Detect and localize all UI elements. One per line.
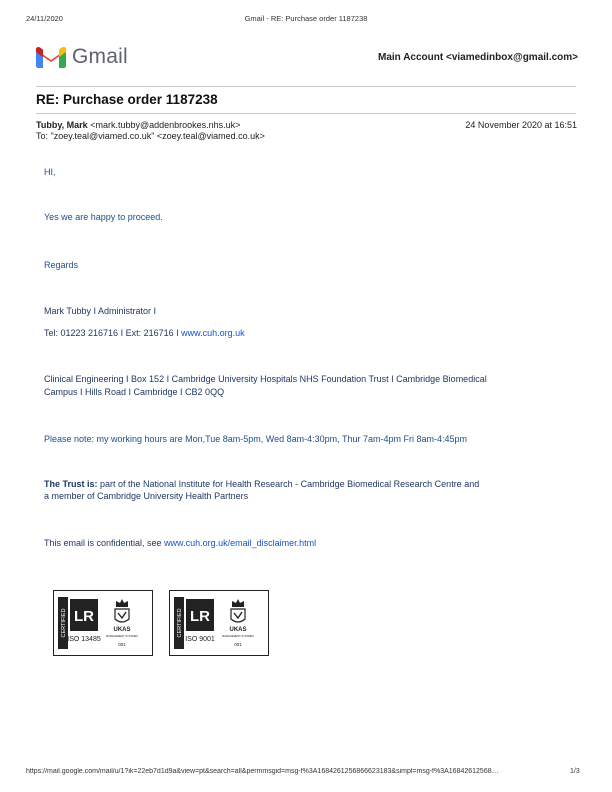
subject-divider (36, 113, 576, 114)
certificate-iso-9001 (169, 590, 269, 656)
working-hours: Please note: my working hours are Mon,Tue 8am-5pm, Wed 8am-4:30pm, Thur 7am-4pm Fri 8am-4:45pm (44, 434, 468, 444)
trust-label: The Trust is: (44, 479, 98, 489)
confidentiality-notice (44, 537, 316, 550)
signature-contact (44, 327, 245, 340)
signature-name: Mark Tubby I Administrator I (44, 306, 157, 316)
certificate-badge-icon (54, 591, 152, 655)
body-line: Yes we are happy to proceed. (44, 212, 163, 222)
department-line-2: Campus I Hills Road I Cambridge I CB2 0QQ (44, 387, 225, 397)
cert-lr-mark: LR (74, 608, 94, 625)
trust-statement (44, 478, 479, 491)
print-url: https://mail.google.com/mail/u/1?ik=22eb7d1d9a&view=pt&search=all&permmsgid=msg-f%3A1684261256866623183&simpl=msg-f%3A16842612568… (26, 768, 499, 775)
cert-certified-text: CERTIFIED (177, 608, 183, 638)
disclaimer-link[interactable]: www.cuh.org.uk/email_disclaimer.html (164, 538, 317, 548)
trust-text: part of the National Institute for Health Research - Cambridge Biomedical Research Centre and (97, 479, 480, 489)
cert-number: 001 (118, 642, 126, 647)
department-line-1: Clinical Engineering I Box 152 I Cambridge University Hospitals NHS Foundation Trust I Cambridge Biomedical (44, 374, 487, 384)
page-number: 1/3 (570, 768, 580, 775)
cert-ukas: UKAS (113, 627, 131, 633)
website-link[interactable]: www.cuh.org.uk (181, 328, 245, 338)
cert-ukas: UKAS (229, 627, 247, 633)
regards: Regards (44, 260, 79, 270)
gmail-logo[interactable] (36, 42, 136, 72)
cert-lr-mark: LR (190, 608, 210, 625)
cert-standard: ISO 9001 (185, 636, 215, 643)
cert-certified-text: CERTIFIED (61, 608, 67, 638)
confidential-text: This email is confidential, see (44, 538, 165, 548)
certificate-iso-13485 (53, 590, 153, 656)
print-title: Gmail - RE: Purchase order 1187238 (244, 14, 368, 23)
trust-statement-2: a member of Cambridge University Health Partners (44, 491, 249, 501)
thread-subject: RE: Purchase order 1187238 (36, 92, 218, 107)
gmail-wordmark: Gmail (72, 45, 128, 68)
print-date: 24/11/2020 (26, 14, 63, 23)
cert-number: 001 (234, 642, 242, 647)
account-label: Main Account <viamedinbox@gmail.com> (378, 52, 578, 63)
sender-line (36, 120, 240, 130)
gmail-m-icon (36, 46, 66, 68)
certificate-badge-icon (170, 591, 268, 655)
header-divider (36, 86, 576, 87)
signature-tel: Tel: 01223 216716 I Ext: 216716 I (44, 328, 182, 338)
recipient-line: To: "zoey.teal@viamed.co.uk" <zoey.teal@viamed.co.uk> (36, 131, 265, 141)
message-date: 24 November 2020 at 16:51 (465, 120, 577, 130)
greeting: HI, (44, 167, 56, 177)
cert-ukas-sub: MANAGEMENT SYSTEMS (222, 635, 254, 638)
sender-email[interactable]: <mark.tubby@addenbrookes.nhs.uk> (90, 120, 241, 130)
cert-ukas-sub: MANAGEMENT SYSTEMS (106, 635, 138, 638)
cert-standard: ISO 13485 (67, 636, 101, 643)
sender-name: Tubby, Mark (36, 120, 88, 130)
